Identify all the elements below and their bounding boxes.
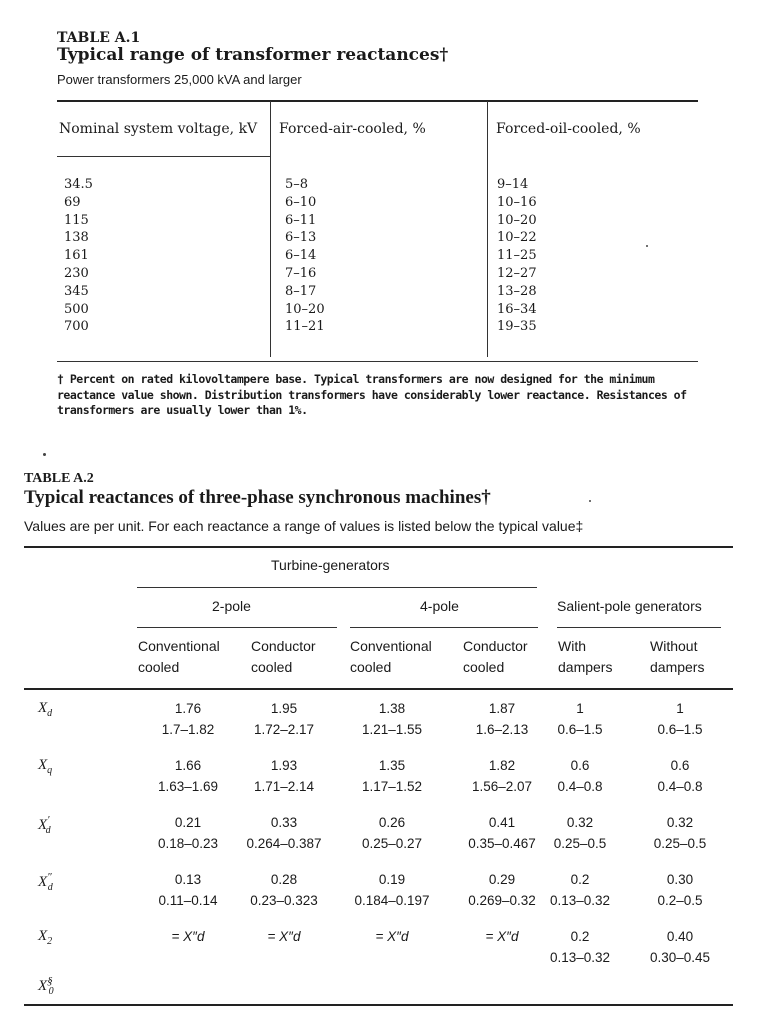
reactance-cell (342, 926, 442, 947)
row-symbol-sub: q (47, 765, 53, 776)
column-header-line: Conductor (463, 638, 528, 654)
value-range: 0.18–0.23 (157, 836, 219, 851)
table-a1-header-rule (57, 156, 270, 157)
value-range: 1.7–1.82 (161, 722, 215, 737)
typical-value: 1.38 (378, 701, 406, 716)
reactance-cell (630, 698, 730, 740)
table-a1-subtitle: Power transformers 25,000 kVA and larger (57, 72, 302, 87)
typical-value: 1.76 (174, 701, 202, 716)
oil-cooled-cell: 11–25 (497, 248, 537, 264)
column-header-line: Conductor (251, 638, 316, 654)
reactance-cell (630, 869, 730, 911)
column-header (650, 636, 704, 678)
air-cooled-cell: 8–17 (285, 283, 317, 299)
row-symbol-letter: X (38, 874, 48, 890)
value-range: 0.6–1.5 (557, 722, 603, 737)
air-cooled-cell: 11–21 (285, 319, 325, 335)
reactance-cell (530, 698, 630, 740)
row-symbol-sub: 2 (47, 936, 53, 947)
voltage-cell: 345 (64, 283, 89, 299)
speck (646, 245, 648, 247)
typical-value: 0.29 (488, 872, 516, 887)
typical-value: 1.66 (174, 758, 202, 773)
oil-cooled-cell: 10–22 (497, 230, 537, 246)
voltage-cell: 500 (64, 301, 89, 317)
air-cooled-cell: 10–20 (285, 301, 325, 317)
table-a1-divider-1 (270, 101, 271, 357)
row-symbol-sup: § (47, 975, 53, 987)
row-symbol (38, 757, 52, 776)
table-a2-title: Typical reactances of three-phase synchronous machines† (24, 487, 491, 508)
column-header (350, 636, 432, 678)
reactance-cell (530, 869, 630, 911)
value-range: 0.4–0.8 (557, 779, 603, 794)
oil-cooled-cell: 19–35 (497, 319, 537, 335)
reactance-cell (342, 812, 442, 854)
typical-value: = X″d (171, 929, 205, 944)
air-cooled-cell: 6–10 (285, 194, 317, 210)
row-symbol-letter: X (38, 757, 48, 773)
value-range: 1.6–2.13 (475, 722, 529, 737)
oil-cooled-cell: 10–16 (497, 194, 537, 210)
typical-value: 0.2 (570, 872, 590, 887)
value-range: 1.17–1.52 (361, 779, 423, 794)
reactance-cell (630, 812, 730, 854)
table-a2-header-rule (24, 688, 733, 690)
typical-value: 0.32 (666, 815, 694, 830)
table-a1-oil-column (497, 176, 537, 336)
reactance-cell (630, 926, 730, 968)
table-a2-bottom-rule (24, 1004, 733, 1006)
column-header-line: dampers (558, 659, 613, 675)
column-header-line: cooled (463, 659, 505, 675)
typical-value: 0.13 (174, 872, 202, 887)
speck (589, 500, 591, 502)
oil-cooled-cell: 12–27 (497, 265, 537, 281)
row-symbol-sup: ′ (47, 814, 50, 826)
typical-value: 1.93 (270, 758, 298, 773)
table-a1-air-column (285, 176, 325, 336)
oil-cooled-cell: 16–34 (497, 301, 537, 317)
typical-value: 0.21 (174, 815, 202, 830)
reactance-cell (342, 755, 442, 797)
reactance-cell (138, 812, 238, 854)
value-range: 0.269–0.32 (468, 893, 536, 908)
value-range: 0.30–0.45 (649, 950, 711, 965)
reactance-cell (234, 869, 334, 911)
row-symbol-letter: X (38, 700, 48, 716)
row-symbol (38, 928, 52, 947)
table-a2-top-rule (24, 546, 733, 548)
table-a1-top-rule (57, 100, 698, 102)
reactance-cell (530, 755, 630, 797)
value-range: 0.11–0.14 (158, 893, 218, 908)
typical-value: 1.95 (270, 701, 298, 716)
typical-value: 0.32 (566, 815, 594, 830)
table-a1-footnote: † Percent on rated kilovoltampere base. Typical transformers are now designed for the minimum reactance value shown. Distribution transformers have considerably lower reactance. Resistances of transformers are usually lower than 1%. (57, 372, 687, 417)
reactance-cell (234, 698, 334, 740)
value-range: 0.25–0.5 (653, 836, 707, 851)
air-cooled-cell: 5–8 (285, 177, 309, 192)
value-range: 1.21–1.55 (361, 722, 423, 737)
row-symbol (38, 975, 54, 997)
group-salient-pole: Salient-pole generators (557, 598, 702, 614)
group-4-pole: 4-pole (420, 598, 459, 614)
table-a1-title: Typical range of transformer reactances† (57, 45, 449, 65)
column-header-line: Conventional (138, 638, 220, 654)
table-a2-subtitle: Values are per unit. For each reactance a range of values is listed below the typical value‡ (24, 518, 584, 534)
reactance-cell (138, 698, 238, 740)
row-symbol-letter: X (38, 978, 48, 994)
value-range: 0.184–0.197 (354, 893, 430, 908)
air-cooled-cell: 6–14 (285, 248, 317, 264)
column-header-line: dampers (650, 659, 705, 675)
row-symbol-letter: X (38, 928, 48, 944)
column-header (463, 636, 528, 678)
value-range: 0.6–1.5 (657, 722, 703, 737)
table-a1-header-oil: Forced-oil-cooled, % (496, 121, 641, 137)
value-range: 1.72–2.17 (253, 722, 315, 737)
voltage-cell: 161 (64, 248, 89, 264)
table-a2-label: TABLE A.2 (24, 471, 94, 486)
reactance-cell (138, 755, 238, 797)
voltage-cell: 700 (64, 319, 89, 335)
column-header (138, 636, 220, 678)
column-header (251, 636, 316, 678)
speck (43, 453, 46, 456)
voltage-cell: 230 (64, 265, 89, 281)
table-a1-bottom-rule (57, 361, 698, 362)
reactance-cell (630, 755, 730, 797)
2-pole-rule (137, 627, 337, 628)
typical-value: 0.26 (378, 815, 406, 830)
salient-rule (557, 627, 721, 628)
value-range: 0.13–0.32 (549, 950, 611, 965)
value-range: 0.4–0.8 (657, 779, 703, 794)
column-header-line: Conventional (350, 638, 432, 654)
table-a1-header-voltage: Nominal system voltage, kV (59, 121, 258, 137)
value-range: 0.264–0.387 (246, 836, 322, 851)
typical-value: = X″d (267, 929, 301, 944)
reactance-cell (234, 812, 334, 854)
column-header-line: cooled (138, 659, 180, 675)
table-a1-label: TABLE A.1 (57, 30, 141, 46)
typical-value: 0.33 (270, 815, 298, 830)
voltage-cell: 115 (64, 212, 89, 228)
typical-value: 1.82 (488, 758, 516, 773)
voltage-cell: 138 (64, 230, 89, 246)
row-symbol-sub: d (45, 825, 51, 836)
row-symbol-sub: 0 (48, 986, 54, 997)
typical-value: = X″d (375, 929, 409, 944)
typical-value: 0.2 (570, 929, 590, 944)
oil-cooled-cell: 9–14 (497, 177, 529, 192)
4-pole-rule (350, 627, 538, 628)
row-symbol (38, 814, 51, 836)
value-range: 1.56–2.07 (471, 779, 533, 794)
table-a1-header-air: Forced-air-cooled, % (279, 121, 426, 137)
typical-value: = X″d (485, 929, 519, 944)
typical-value: 1 (676, 701, 684, 716)
typical-value: 0.6 (570, 758, 590, 773)
typical-value: 0.41 (488, 815, 516, 830)
reactance-cell (342, 698, 442, 740)
reactance-cell (234, 755, 334, 797)
voltage-cell: 69 (64, 194, 81, 210)
typical-value: 0.30 (666, 872, 694, 887)
row-symbol-letter: X (38, 817, 48, 833)
reactance-cell (530, 812, 630, 854)
typical-value: 0.40 (666, 929, 694, 944)
turbine-rule (137, 587, 537, 588)
reactance-cell (138, 869, 238, 911)
typical-value: 1.87 (488, 701, 516, 716)
oil-cooled-cell: 10–20 (497, 212, 537, 228)
oil-cooled-cell: 13–28 (497, 283, 537, 299)
table-a1-divider-2 (487, 101, 488, 357)
group-2-pole: 2-pole (212, 598, 251, 614)
value-range: 0.23–0.323 (250, 893, 318, 908)
column-header-line: cooled (251, 659, 293, 675)
air-cooled-cell: 6–13 (285, 230, 317, 246)
typical-value: 0.28 (270, 872, 298, 887)
value-range: 1.71–2.14 (253, 779, 315, 794)
reactance-cell (234, 926, 334, 947)
reactance-cell (138, 926, 238, 947)
typical-value: 0.19 (378, 872, 406, 887)
typical-value: 0.6 (670, 758, 690, 773)
column-header (558, 636, 612, 678)
table-a1-voltage-column (64, 176, 93, 336)
column-header-line: cooled (350, 659, 392, 675)
row-symbol-sub: d (47, 882, 53, 893)
row-symbol-sub: d (47, 708, 53, 719)
value-range: 0.13–0.32 (549, 893, 611, 908)
air-cooled-cell: 7–16 (285, 265, 317, 281)
voltage-cell: 34.5 (64, 177, 93, 192)
typical-value: 1 (576, 701, 584, 716)
row-symbol (38, 871, 53, 893)
reactance-cell (342, 869, 442, 911)
air-cooled-cell: 6–11 (285, 212, 317, 228)
value-range: 0.25–0.27 (361, 836, 423, 851)
value-range: 0.25–0.5 (553, 836, 607, 851)
value-range: 1.63–1.69 (157, 779, 219, 794)
reactance-cell (530, 926, 630, 968)
column-header-line: Without (650, 638, 698, 654)
group-turbine-generators: Turbine-generators (271, 557, 390, 573)
row-symbol-sup: ″ (47, 871, 52, 883)
typical-value: 1.35 (378, 758, 406, 773)
value-range: 0.2–0.5 (657, 893, 703, 908)
column-header-line: With (558, 638, 586, 654)
row-symbol (38, 700, 52, 719)
value-range: 0.35–0.467 (468, 836, 536, 851)
